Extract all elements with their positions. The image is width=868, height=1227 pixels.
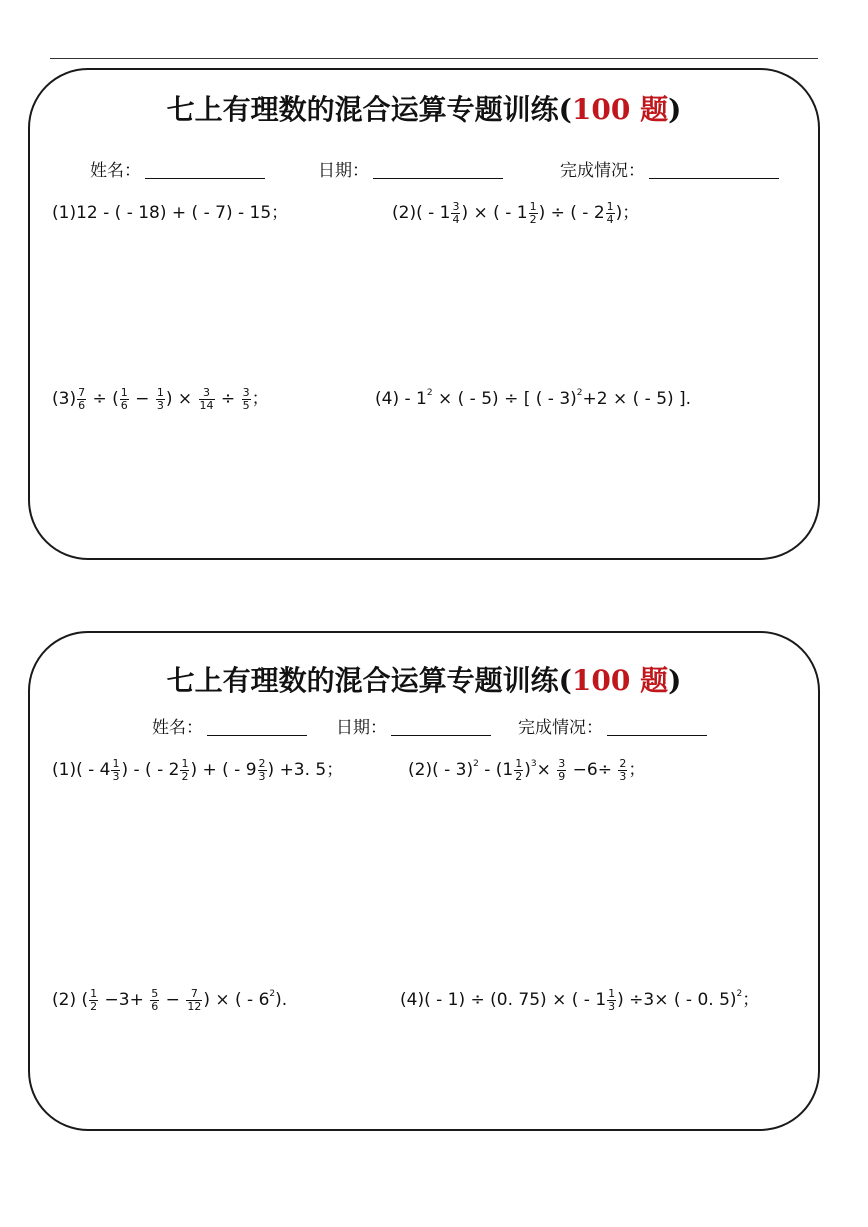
worksheet-title: 七上有理数的混合运算专题训练(100 题) bbox=[166, 93, 682, 126]
fraction: $\frac{1}{3}$ bbox=[608, 986, 616, 1013]
problem-2: (2)( - 3)$^2$ - (1 $\frac{1}{2}$ )$^3$× $\frac{3}{9}$ −6÷ $\frac{2}{3}$ ； bbox=[408, 756, 646, 783]
fraction: $\frac{1}{3}$ bbox=[112, 756, 120, 783]
fraction: $\frac{2}{3}$ bbox=[619, 756, 627, 783]
name-field[interactable]: 姓名： bbox=[152, 713, 307, 738]
problem-4: (4)( - 1) ÷ (0. 75) × ( - 1 $\frac{1}{3}$ ) ÷3× ( - 0. 5)$^2$； bbox=[400, 986, 760, 1013]
problem-1: (1)( - 4 $\frac{1}{3}$ ) - ( - 2 $\frac{1}{2}$ ) + ( - 9 $\frac{2}{3}$ ) +3. 5； bbox=[52, 756, 344, 783]
fraction: $\frac{1}{2}$ bbox=[515, 756, 523, 783]
status-field[interactable]: 完成情况： bbox=[560, 156, 779, 181]
fraction: $\frac{1}{3}$ bbox=[156, 385, 164, 412]
date-field[interactable]: 日期： bbox=[336, 713, 491, 738]
problem-1: (1)12 - ( - 18) + ( - 7) - 15； bbox=[52, 203, 289, 223]
fraction: $\frac{3}{5}$ bbox=[242, 385, 250, 412]
fraction: $\frac{5}{6}$ bbox=[151, 986, 159, 1013]
status-field[interactable]: 完成情况： bbox=[518, 713, 707, 738]
fraction: $\frac{1}{2}$ bbox=[529, 199, 537, 226]
worksheet-card-2 bbox=[28, 631, 820, 1131]
problem-3: (2) ( $\frac{1}{2}$ −3+ $\frac{5}{6}$ − $\frac{7}{12}$ ) × ( - $6^2$). bbox=[52, 986, 288, 1013]
fraction: $\frac{3}{4}$ bbox=[452, 199, 460, 226]
fraction: $\frac{1}{2}$ bbox=[181, 756, 189, 783]
worksheet-title: 七上有理数的混合运算专题训练(100 题) bbox=[166, 664, 682, 697]
fraction: $\frac{3}{9}$ bbox=[558, 756, 566, 783]
fraction: $\frac{2}{3}$ bbox=[258, 756, 266, 783]
fraction: $\frac{1}{4}$ bbox=[606, 199, 614, 226]
date-field[interactable]: 日期： bbox=[318, 156, 503, 181]
top-rule bbox=[50, 58, 818, 59]
name-field[interactable]: 姓名： bbox=[90, 156, 265, 181]
worksheet-card-1 bbox=[28, 68, 820, 560]
fraction: $\frac{3}{14}$ bbox=[199, 385, 214, 412]
fraction: $\frac{7}{12}$ bbox=[187, 986, 202, 1013]
fraction: $\frac{7}{6}$ bbox=[78, 385, 86, 412]
fraction: $\frac{1}{6}$ bbox=[120, 385, 128, 412]
problem-3: (3) $\frac{7}{6}$ ÷ ( $\frac{1}{6}$ − $\frac{1}{3}$ ) × $\frac{3}{14}$ ÷ $\frac{3}{5}$ ； bbox=[52, 385, 269, 412]
problem-4: $(4) - 1^2$ × ( - 5) ÷ [ ( - 3)$^2$+2 × ( - 5) ]. bbox=[375, 388, 692, 409]
problem-2: (2)( - 1 $\frac{3}{4}$ ) × ( - 1 $\frac{1}{2}$ ) ÷ ( - 2 $\frac{1}{4}$ )； bbox=[392, 199, 640, 226]
fraction: $\frac{1}{2}$ bbox=[90, 986, 98, 1013]
